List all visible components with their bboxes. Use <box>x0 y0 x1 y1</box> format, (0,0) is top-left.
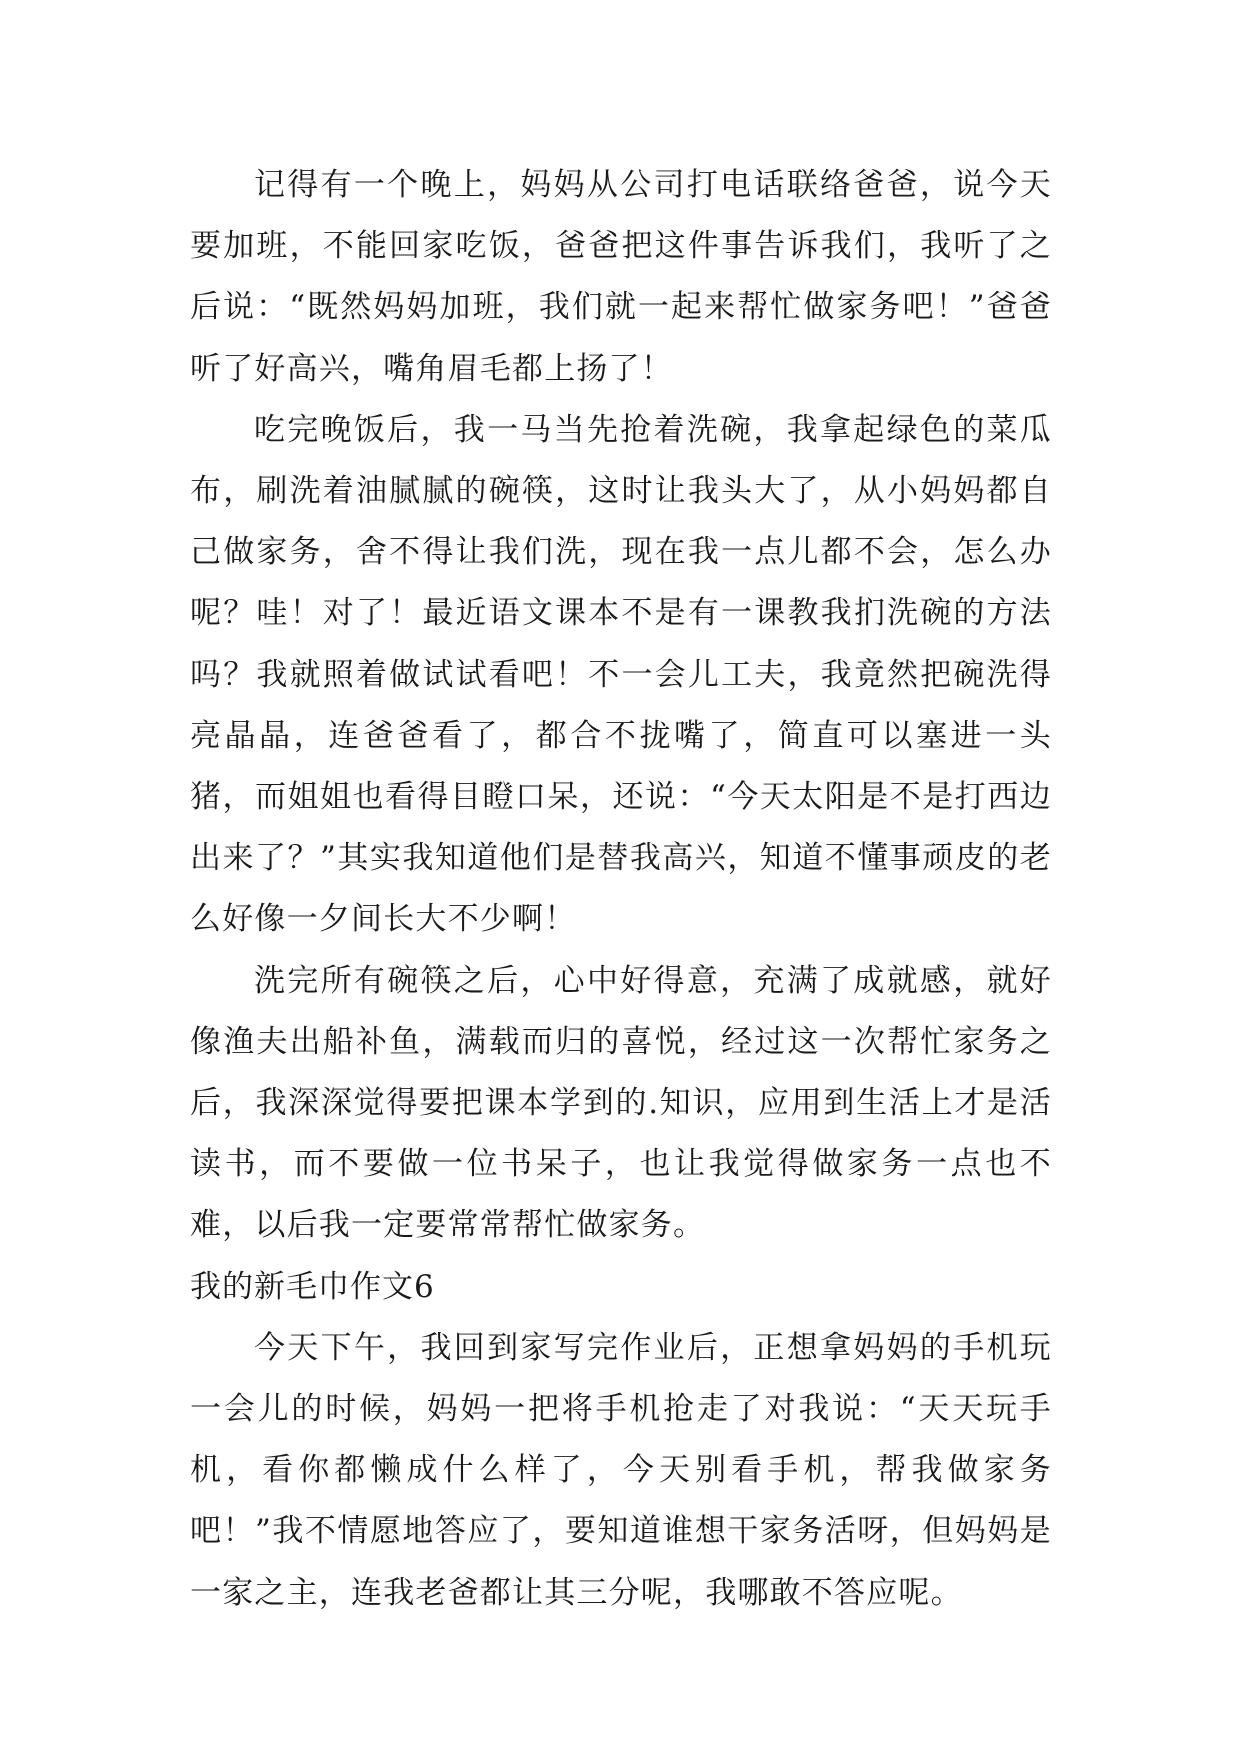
paragraph: 今天下午，我回到家写完作业后，正想拿妈妈的手机玩一会儿的时候，妈妈一把将手机抢走了对我说：“天天玩手机，看你都懒成什么样了，今天别看手机，帮我做家务吧！”我不情愿地答应了，要知道谁想干家务活呀，但妈妈是一家之主，连我老爸都让其三分呢，我哪敢不答应呢。 <box>190 1329 1052 1611</box>
paragraph: 记得有一个晚上，妈妈从公司打电话联络爸爸，说今天要加班，不能回家吃饭，爸爸把这件事告诉我们，我听了之后说：“既然妈妈加班，我们就一起来帮忙做家务吧！”爸爸听了好高兴，嘴角眉毛都上扬了！ <box>190 167 1052 387</box>
paragraph: 洗完所有碗筷之后，心中好得意，充满了成就感，就好像渔夫出船补鱼，满载而归的喜悦，经过这一次帮忙家务之后，我深深觉得要把课本学到的.知识，应用到生活上才是活读书，而不要做一位书呆子，也让我觉得做家务一点也不难，以后我一定要常常帮忙做家务。 <box>190 962 1052 1244</box>
paragraph: 吃完晚饭后，我一马当先抢着洗碗，我拿起绿色的菜瓜布，刷洗着油腻腻的碗筷，这时让我头大了，从小妈妈都自己做家务，舍不得让我们洗，现在我一点儿都不会，怎么办呢？哇！对了！最近语文课本不是有一课教我扪洗碗的方法吗？我就照着做试试看吧！不一会儿工夫，我竟然把碗洗得亮晶晶，连爸爸看了，都合不拢嘴了，简直可以塞进一头猪，而姐姐也看得目瞪口呆，还说：“今天太阳是不是打西边出来了？”其实我知道他们是替我高兴，知道不懂事顽皮的老么好像一夕间长大不少啊！ <box>190 411 1052 938</box>
document-body <box>190 155 1052 1624</box>
section-title: 我的新毛巾作文6 <box>190 1268 435 1305</box>
